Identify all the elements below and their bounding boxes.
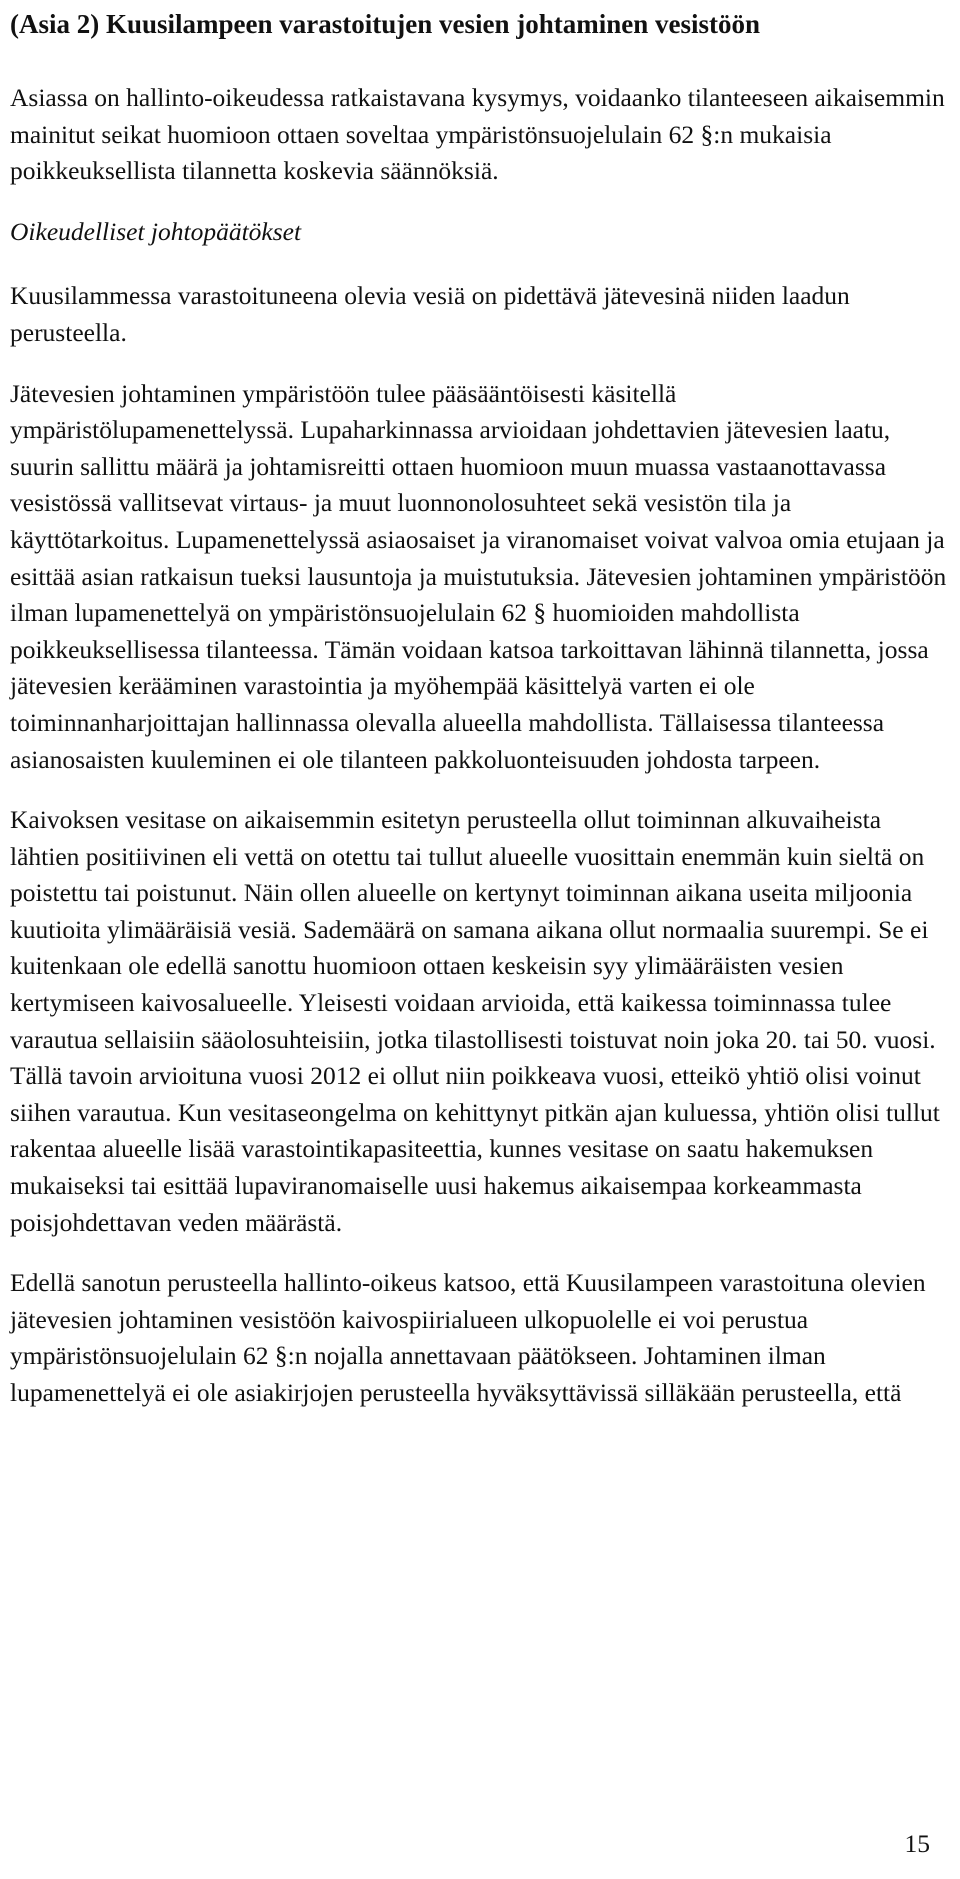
paragraph-question: Asiassa on hallinto-oikeudessa ratkaistavana kysymys, voidaanko tilanteeseen aikaisemmin mainitut seikat huomioon ottaen soveltaa ympäristönsuojelulain 62 §:n mukaisia poikkeuksellista tilannetta koskevia säännöksiä. bbox=[10, 83, 945, 186]
section-heading: (Asia 2) Kuusilampeen varastoitujen vesien johtaminen vesistöön bbox=[10, 9, 761, 39]
legal-conclusions-subheading: Oikeudelliset johtopäätökset bbox=[10, 216, 302, 246]
paragraph-court-conclusion: Edellä sanotun perusteella hallinto-oikeus katsoo, että Kuusilampeen varastoituna olevien jätevesien johtaminen vesistöön kaivospiirialueen ulkopuolelle ei voi perustua ympäristönsuojelulain 62 §:n nojalla annettavaan päätökseen. Johtaminen ilman lupamenettelyä ei ole asiakirjojen perusteella hyväksyttävissä silläkään perusteella, että bbox=[10, 1268, 926, 1407]
document-page bbox=[10, 6, 955, 1436]
paragraph-water-balance: Kaivoksen vesitase on aikaisemmin esitetyn perusteella ollut toiminnan alkuvaiheista lähtien positiivinen eli vettä on otettu tai tullut alueelle vuosittain enemmän kuin sieltä on poistettu tai poistunut. Näin ollen alueelle on kertynyt toiminnan aikana useita miljoonia kuutioita ylimääräisiä vesiä. Sademäärä on samana aikana ollut normaalia suurempi. Se ei kuitenkaan ole edellä sanottu huomioon ottaen keskeisin syy ylimääräisten vesien kertymiseen kaivosalueelle. Yleisesti voidaan arvioida, että kaikessa toiminnassa tulee varautua sellaisiin sääolosuhteisiin, jotka tilastollisesti toistuvat noin joka 20. tai 50. vuosi. Tällä tavoin arvioituna vuosi 2012 ei ollut niin poikkeava vuosi, etteikö yhtiö olisi voinut siihen varautua. Kun vesitaseongelma on kehittynyt pitkän ajan kuluessa, yhtiön olisi tullut rakentaa alueelle lisää varastointikapasiteettia, kunnes vesitase on saatu hakemuksen mukaiseksi tai esittää lupaviranomaiselle uusi hakemus aikaisempaa korkeammasta poisjohdettavan veden määrästä. bbox=[10, 805, 940, 1237]
paragraph-wastewater-definition: Kuusilammessa varastoituneena olevia vesiä on pidettävä jätevesinä niiden laadun perusteella. bbox=[10, 281, 850, 347]
page-number: 15 bbox=[904, 1829, 930, 1858]
paragraph-permit-procedure: Jätevesien johtaminen ympäristöön tulee pääsääntöisesti käsitellä ympäristölupamenettelyssä. Lupaharkinnassa arvioidaan johdettavien jätevesien laatu, suurin sallittu määrä ja johtamisreitti ottaen huomioon muun muassa vastaanottavassa vesistössä vallitsevat virtaus- ja muut luonnonolosuhteet sekä vesistön tila ja käyttötarkoitus. Lupamenettelyssä asiaosaiset ja viranomaiset voivat valvoa omia etujaan ja esittää asian ratkaisun tueksi lausuntoja ja muistutuksia. Jätevesien johtaminen ympäristöön ilman lupamenettelyä on ympäristönsuojelulain 62 § huomioiden mahdollista poikkeuksellisessa tilanteessa. Tämän voidaan katsoa tarkoittavan lähinnä tilannetta, jossa jätevesien kerääminen varastointia ja myöhempää käsittelyä varten ei ole toiminnanharjoittajan hallinnassa olevalla alueella mahdollista. Tällaisessa tilanteessa asianosaisten kuuleminen ei ole tilanteen pakkoluonteisuuden johdosta tarpeen. bbox=[10, 378, 947, 774]
